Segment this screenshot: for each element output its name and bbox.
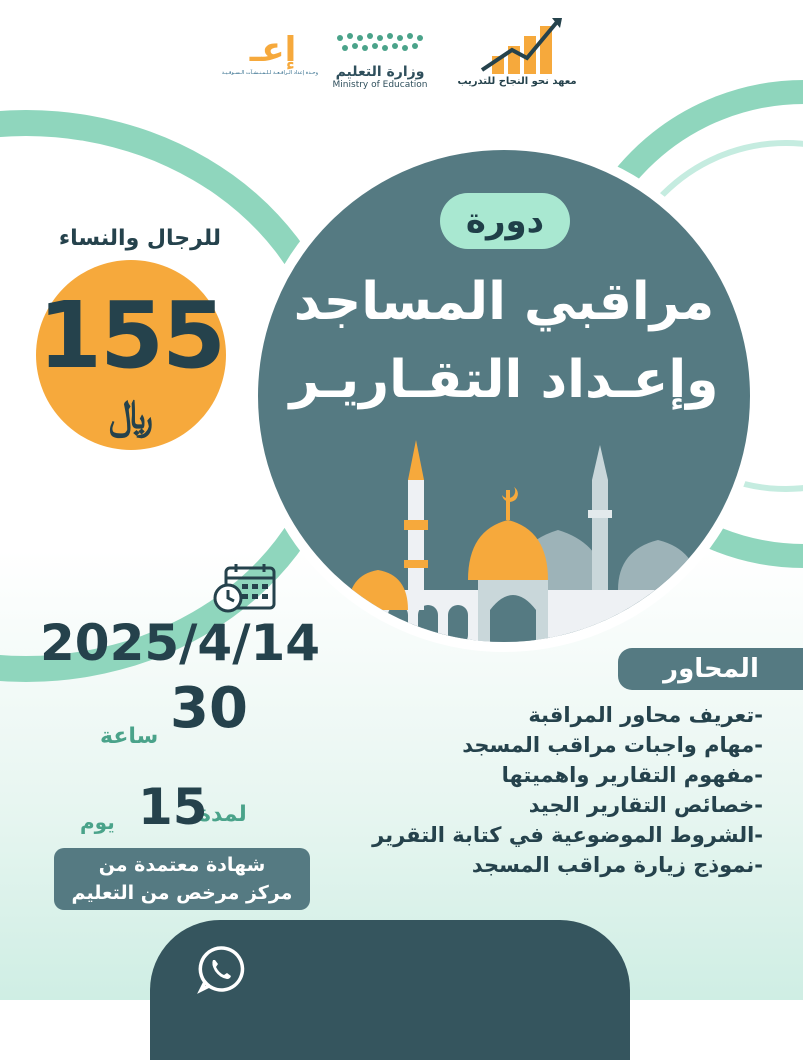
ministry-dots-icon: [330, 30, 430, 60]
course-title-line1: مراقبي المساجد: [293, 272, 715, 332]
list-item: -مفهوم التقارير واهميتها: [501, 763, 763, 787]
logo-middle-title: وزارة التعليم: [335, 64, 425, 80]
logo-left-caption: وحـدة إعداد الـرافـعـة لـلـمـنـشـآت الـسـوقـيـة: [221, 70, 318, 76]
list-item: -مهام واجبات مراقب المسجد: [462, 733, 763, 757]
list-item: -تعريف محاور المراقبة: [528, 703, 763, 727]
growth-chart-icon: [452, 14, 582, 76]
hours-value: 30: [170, 676, 248, 741]
duration-unit: يوم: [80, 810, 115, 834]
certificate-badge: [54, 848, 310, 910]
logo-right-title: معهد نحو النجاح للتدريب: [457, 76, 577, 87]
certificate-line1: شهادة معتمدة من: [98, 854, 266, 876]
course-date: 2025/4/14: [40, 614, 321, 672]
list-item: -خصائص التقارير الجيد: [528, 793, 763, 817]
duration-value: 15: [138, 778, 208, 836]
logo-middle: [330, 30, 430, 110]
whatsapp-icon[interactable]: [196, 944, 246, 994]
axes-heading: المحاور: [618, 648, 803, 690]
logo-left: [221, 30, 318, 110]
audience-label: للرجال والنساء: [58, 226, 222, 251]
logo-right: [452, 14, 582, 104]
logo-left-mark: إعـ: [249, 30, 297, 70]
course-badge: دورة: [440, 193, 570, 249]
list-item: -نموذج زيارة مراقب المسجد: [471, 853, 763, 877]
price-amount: 155: [37, 282, 225, 389]
hours-unit: ساعة: [100, 724, 159, 749]
currency-symbol: ﷼: [108, 392, 154, 438]
certificate-line2: مركز مرخص من التعليم: [71, 882, 293, 904]
list-item: -الشروط الموضوعية في كتابة التقرير: [372, 823, 763, 847]
axes-list: [303, 700, 763, 880]
duration-prefix: لمدة: [198, 802, 247, 827]
course-title-line2: وإعـداد التقـاريـر: [289, 350, 719, 410]
logo-middle-subtitle: Ministry of Education: [332, 80, 428, 90]
calendar-clock-icon: [212, 562, 278, 614]
